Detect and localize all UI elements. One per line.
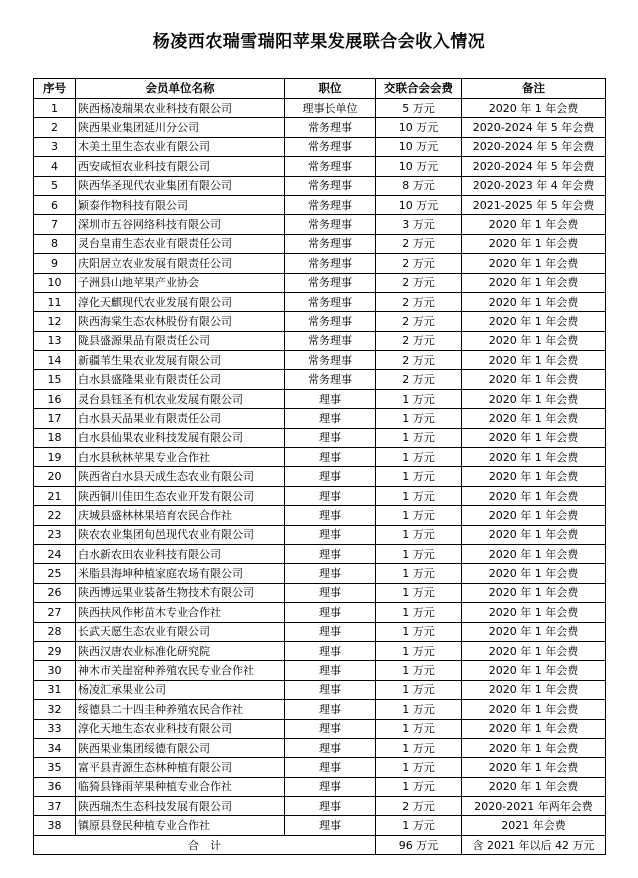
row-serial: 16 bbox=[34, 389, 76, 408]
table-row bbox=[34, 700, 606, 719]
row-fee: 2 万元 bbox=[376, 312, 462, 331]
row-fee: 1 万元 bbox=[376, 544, 462, 563]
row-remarks: 2020-2023 年 4 年会费 bbox=[462, 176, 606, 195]
row-position: 常务理事 bbox=[285, 176, 376, 195]
row-position: 理事 bbox=[285, 525, 376, 544]
total-label: 合 计 bbox=[34, 835, 376, 854]
row-fee: 1 万元 bbox=[376, 661, 462, 680]
row-serial: 31 bbox=[34, 680, 76, 699]
row-fee: 1 万元 bbox=[376, 680, 462, 699]
row-position: 常务理事 bbox=[285, 234, 376, 253]
row-serial: 34 bbox=[34, 738, 76, 757]
row-remarks: 2020-2024 年 5 年会费 bbox=[462, 118, 606, 137]
table-row bbox=[34, 312, 606, 331]
table-row bbox=[34, 486, 606, 505]
row-member-unit: 白水县天品果业有限责任公司 bbox=[76, 409, 285, 428]
row-remarks: 2020 年 1 年会费 bbox=[462, 661, 606, 680]
row-position: 理事 bbox=[285, 680, 376, 699]
row-fee: 1 万元 bbox=[376, 719, 462, 738]
row-fee: 1 万元 bbox=[376, 389, 462, 408]
row-position: 常务理事 bbox=[285, 292, 376, 311]
row-serial: 17 bbox=[34, 409, 76, 428]
table-row bbox=[34, 738, 606, 757]
row-remarks: 2020 年 1 年会费 bbox=[462, 312, 606, 331]
row-position: 理事 bbox=[285, 506, 376, 525]
total-fee: 96 万元 bbox=[376, 835, 462, 854]
table-row bbox=[34, 292, 606, 311]
row-serial: 8 bbox=[34, 234, 76, 253]
row-position: 理事 bbox=[285, 564, 376, 583]
row-serial: 12 bbox=[34, 312, 76, 331]
row-position: 理事 bbox=[285, 603, 376, 622]
row-remarks: 2020 年 1 年会费 bbox=[462, 292, 606, 311]
row-remarks: 2020 年 1 年会费 bbox=[462, 215, 606, 234]
row-member-unit: 陕西博远果业装备生物技术有限公司 bbox=[76, 583, 285, 602]
row-member-unit: 陕西铜川佳田生态农业开发有限公司 bbox=[76, 486, 285, 505]
row-fee: 1 万元 bbox=[376, 428, 462, 447]
row-position: 理事 bbox=[285, 719, 376, 738]
row-serial: 1 bbox=[34, 99, 76, 118]
row-member-unit: 灵台皇甫生态农业有限责任公司 bbox=[76, 234, 285, 253]
row-member-unit: 临猗县锋雨苹果种植专业合作社 bbox=[76, 777, 285, 796]
row-fee: 1 万元 bbox=[376, 622, 462, 641]
table-row bbox=[34, 195, 606, 214]
row-member-unit: 淳化天麒现代农业发展有限公司 bbox=[76, 292, 285, 311]
row-fee: 1 万元 bbox=[376, 409, 462, 428]
table-row bbox=[34, 506, 606, 525]
table-row bbox=[34, 797, 606, 816]
row-remarks: 2021 年会费 bbox=[462, 816, 606, 835]
row-member-unit: 灵台县钰圣有机农业发展有限公司 bbox=[76, 389, 285, 408]
row-remarks: 2020 年 1 年会费 bbox=[462, 583, 606, 602]
row-position: 理事 bbox=[285, 428, 376, 447]
row-serial: 14 bbox=[34, 351, 76, 370]
row-position: 理事 bbox=[285, 797, 376, 816]
total-row bbox=[34, 835, 606, 854]
row-serial: 37 bbox=[34, 797, 76, 816]
total-note: 含 2021 年以后 42 万元 bbox=[462, 835, 606, 854]
table-row bbox=[34, 564, 606, 583]
row-serial: 29 bbox=[34, 641, 76, 660]
row-position: 常务理事 bbox=[285, 215, 376, 234]
row-fee: 1 万元 bbox=[376, 700, 462, 719]
row-position: 理事 bbox=[285, 389, 376, 408]
row-member-unit: 长武天愿生态农业有限公司 bbox=[76, 622, 285, 641]
row-fee: 2 万元 bbox=[376, 234, 462, 253]
row-position: 常务理事 bbox=[285, 254, 376, 273]
row-remarks: 2020 年 1 年会费 bbox=[462, 331, 606, 350]
row-fee: 10 万元 bbox=[376, 157, 462, 176]
row-fee: 10 万元 bbox=[376, 195, 462, 214]
row-position: 理事 bbox=[285, 622, 376, 641]
row-position: 理事 bbox=[285, 816, 376, 835]
row-serial: 27 bbox=[34, 603, 76, 622]
row-member-unit: 镇原县登民种植专业合作社 bbox=[76, 816, 285, 835]
row-serial: 10 bbox=[34, 273, 76, 292]
row-serial: 7 bbox=[34, 215, 76, 234]
row-serial: 3 bbox=[34, 137, 76, 156]
membership-fee-table bbox=[33, 78, 606, 855]
row-serial: 15 bbox=[34, 370, 76, 389]
row-remarks: 2020 年 1 年会费 bbox=[462, 99, 606, 118]
table-row bbox=[34, 215, 606, 234]
row-fee: 2 万元 bbox=[376, 370, 462, 389]
row-serial: 4 bbox=[34, 157, 76, 176]
row-member-unit: 陕西汉唐农业标准化研究院 bbox=[76, 641, 285, 660]
row-remarks: 2020 年 1 年会费 bbox=[462, 777, 606, 796]
table-row bbox=[34, 583, 606, 602]
header-fee: 交联合会会费 bbox=[376, 79, 462, 99]
row-member-unit: 陕农农业集团旬邑现代农业有限公司 bbox=[76, 525, 285, 544]
row-remarks: 2020 年 1 年会费 bbox=[462, 641, 606, 660]
row-member-unit: 杨凌汇承果业公司 bbox=[76, 680, 285, 699]
row-position: 常务理事 bbox=[285, 273, 376, 292]
row-remarks: 2020 年 1 年会费 bbox=[462, 564, 606, 583]
row-position: 理事 bbox=[285, 486, 376, 505]
row-remarks: 2021-2025 年 5 年会费 bbox=[462, 195, 606, 214]
row-serial: 6 bbox=[34, 195, 76, 214]
row-remarks: 2020 年 1 年会费 bbox=[462, 234, 606, 253]
row-fee: 8 万元 bbox=[376, 176, 462, 195]
row-remarks: 2020 年 1 年会费 bbox=[462, 544, 606, 563]
table-row bbox=[34, 389, 606, 408]
row-position: 理事 bbox=[285, 409, 376, 428]
row-member-unit: 白水县盛隆果业有限责任公司 bbox=[76, 370, 285, 389]
row-fee: 1 万元 bbox=[376, 738, 462, 757]
row-position: 常务理事 bbox=[285, 118, 376, 137]
row-position: 理事 bbox=[285, 583, 376, 602]
row-position: 理事 bbox=[285, 467, 376, 486]
row-remarks: 2020 年 1 年会费 bbox=[462, 370, 606, 389]
row-fee: 2 万元 bbox=[376, 797, 462, 816]
row-remarks: 2020 年 1 年会费 bbox=[462, 680, 606, 699]
row-member-unit: 神木市关崖窑种养殖农民专业合作社 bbox=[76, 661, 285, 680]
header-remarks: 备注 bbox=[462, 79, 606, 99]
row-member-unit: 陕西果业集团延川分公司 bbox=[76, 118, 285, 137]
row-fee: 1 万元 bbox=[376, 758, 462, 777]
row-remarks: 2020-2021 年两年会费 bbox=[462, 797, 606, 816]
table-row bbox=[34, 137, 606, 156]
row-member-unit: 颖泰作物科技有限公司 bbox=[76, 195, 285, 214]
table-row bbox=[34, 525, 606, 544]
row-serial: 38 bbox=[34, 816, 76, 835]
row-member-unit: 陕西瑞杰生态科技发展有限公司 bbox=[76, 797, 285, 816]
row-position: 常务理事 bbox=[285, 137, 376, 156]
row-serial: 25 bbox=[34, 564, 76, 583]
row-fee: 2 万元 bbox=[376, 292, 462, 311]
row-serial: 5 bbox=[34, 176, 76, 195]
row-position: 常务理事 bbox=[285, 351, 376, 370]
row-serial: 21 bbox=[34, 486, 76, 505]
row-remarks: 2020 年 1 年会费 bbox=[462, 273, 606, 292]
row-member-unit: 绥德县二十四圭种养殖农民合作社 bbox=[76, 700, 285, 719]
row-fee: 2 万元 bbox=[376, 254, 462, 273]
table-row bbox=[34, 719, 606, 738]
row-fee: 1 万元 bbox=[376, 641, 462, 660]
row-remarks: 2020 年 1 年会费 bbox=[462, 467, 606, 486]
row-remarks: 2020 年 1 年会费 bbox=[462, 719, 606, 738]
table-row bbox=[34, 118, 606, 137]
row-serial: 24 bbox=[34, 544, 76, 563]
row-member-unit: 白水县秋林苹果专业合作社 bbox=[76, 448, 285, 467]
table-row bbox=[34, 99, 606, 118]
table-body bbox=[34, 99, 606, 836]
header-serial: 序号 bbox=[34, 79, 76, 99]
table-row bbox=[34, 428, 606, 447]
row-remarks: 2020 年 1 年会费 bbox=[462, 622, 606, 641]
row-fee: 1 万元 bbox=[376, 506, 462, 525]
row-fee: 1 万元 bbox=[376, 564, 462, 583]
row-serial: 9 bbox=[34, 254, 76, 273]
row-position: 理事 bbox=[285, 661, 376, 680]
row-member-unit: 陕西省白水县天成生态农业有限公司 bbox=[76, 467, 285, 486]
row-member-unit: 淳化天地生态农业科技有限公司 bbox=[76, 719, 285, 738]
row-serial: 30 bbox=[34, 661, 76, 680]
table-row bbox=[34, 544, 606, 563]
row-serial: 26 bbox=[34, 583, 76, 602]
row-serial: 22 bbox=[34, 506, 76, 525]
row-position: 理事 bbox=[285, 777, 376, 796]
row-position: 常务理事 bbox=[285, 370, 376, 389]
row-fee: 2 万元 bbox=[376, 351, 462, 370]
row-fee: 1 万元 bbox=[376, 603, 462, 622]
row-serial: 32 bbox=[34, 700, 76, 719]
row-serial: 28 bbox=[34, 622, 76, 641]
table-row bbox=[34, 603, 606, 622]
row-position: 常务理事 bbox=[285, 195, 376, 214]
table-row bbox=[34, 661, 606, 680]
table-row bbox=[34, 467, 606, 486]
table-row bbox=[34, 448, 606, 467]
row-remarks: 2020 年 1 年会费 bbox=[462, 389, 606, 408]
table-row bbox=[34, 758, 606, 777]
row-remarks: 2020 年 1 年会费 bbox=[462, 254, 606, 273]
row-position: 理事 bbox=[285, 700, 376, 719]
row-member-unit: 富平县青源生态林种植有限公司 bbox=[76, 758, 285, 777]
row-remarks: 2020 年 1 年会费 bbox=[462, 409, 606, 428]
table-row bbox=[34, 234, 606, 253]
row-member-unit: 深圳市五谷网络科技有限公司 bbox=[76, 215, 285, 234]
row-fee: 1 万元 bbox=[376, 583, 462, 602]
row-fee: 1 万元 bbox=[376, 467, 462, 486]
row-remarks: 2020 年 1 年会费 bbox=[462, 428, 606, 447]
row-position: 理事 bbox=[285, 448, 376, 467]
table-row bbox=[34, 254, 606, 273]
row-member-unit: 白水县仙果农业科技发展有限公司 bbox=[76, 428, 285, 447]
row-remarks: 2020 年 1 年会费 bbox=[462, 738, 606, 757]
row-remarks: 2020 年 1 年会费 bbox=[462, 506, 606, 525]
row-serial: 36 bbox=[34, 777, 76, 796]
row-fee: 5 万元 bbox=[376, 99, 462, 118]
row-member-unit: 木美土里生态农业有限公司 bbox=[76, 137, 285, 156]
row-remarks: 2020-2024 年 5 年会费 bbox=[462, 157, 606, 176]
row-position: 理事长单位 bbox=[285, 99, 376, 118]
row-member-unit: 陕西扶风作彬苗木专业合作社 bbox=[76, 603, 285, 622]
row-position: 常务理事 bbox=[285, 312, 376, 331]
row-member-unit: 白水新农田农业科技有限公司 bbox=[76, 544, 285, 563]
row-fee: 2 万元 bbox=[376, 331, 462, 350]
row-position: 理事 bbox=[285, 544, 376, 563]
row-fee: 1 万元 bbox=[376, 777, 462, 796]
row-remarks: 2020 年 1 年会费 bbox=[462, 525, 606, 544]
row-fee: 1 万元 bbox=[376, 486, 462, 505]
row-serial: 35 bbox=[34, 758, 76, 777]
row-member-unit: 子洲县山地苹果产业协会 bbox=[76, 273, 285, 292]
header-position: 职位 bbox=[285, 79, 376, 99]
row-fee: 1 万元 bbox=[376, 816, 462, 835]
row-serial: 13 bbox=[34, 331, 76, 350]
table-row bbox=[34, 331, 606, 350]
table-row bbox=[34, 157, 606, 176]
row-member-unit: 陕西海棠生态农林股份有限公司 bbox=[76, 312, 285, 331]
row-serial: 11 bbox=[34, 292, 76, 311]
table-row bbox=[34, 176, 606, 195]
row-serial: 18 bbox=[34, 428, 76, 447]
page-title: 杨凌西农瑞雪瑞阳苹果发展联合会收入情况 bbox=[152, 32, 486, 52]
row-serial: 19 bbox=[34, 448, 76, 467]
row-remarks: 2020 年 1 年会费 bbox=[462, 448, 606, 467]
row-fee: 10 万元 bbox=[376, 118, 462, 137]
row-serial: 23 bbox=[34, 525, 76, 544]
row-fee: 1 万元 bbox=[376, 448, 462, 467]
row-remarks: 2020 年 1 年会费 bbox=[462, 486, 606, 505]
row-position: 理事 bbox=[285, 738, 376, 757]
row-remarks: 2020-2024 年 5 年会费 bbox=[462, 137, 606, 156]
table-row bbox=[34, 641, 606, 660]
header-member-unit: 会员单位名称 bbox=[76, 79, 285, 99]
row-serial: 20 bbox=[34, 467, 76, 486]
row-member-unit: 陕西杨凌瑞果农业科技有限公司 bbox=[76, 99, 285, 118]
row-remarks: 2020 年 1 年会费 bbox=[462, 603, 606, 622]
table-row bbox=[34, 370, 606, 389]
row-remarks: 2020 年 1 年会费 bbox=[462, 351, 606, 370]
row-remarks: 2020 年 1 年会费 bbox=[462, 758, 606, 777]
table-row bbox=[34, 622, 606, 641]
table-row bbox=[34, 409, 606, 428]
table-row bbox=[34, 680, 606, 699]
row-member-unit: 陕西华圣现代农业集团有限公司 bbox=[76, 176, 285, 195]
row-fee: 2 万元 bbox=[376, 273, 462, 292]
table-row bbox=[34, 273, 606, 292]
row-fee: 1 万元 bbox=[376, 525, 462, 544]
table-row bbox=[34, 351, 606, 370]
row-position: 常务理事 bbox=[285, 157, 376, 176]
row-position: 理事 bbox=[285, 641, 376, 660]
row-position: 理事 bbox=[285, 758, 376, 777]
row-remarks: 2020 年 1 年会费 bbox=[462, 700, 606, 719]
row-serial: 2 bbox=[34, 118, 76, 137]
row-member-unit: 庆城县盛林林果培育农民合作社 bbox=[76, 506, 285, 525]
row-member-unit: 新疆苇生果农业发展有限公司 bbox=[76, 351, 285, 370]
row-member-unit: 西安咸恒农业科技有限公司 bbox=[76, 157, 285, 176]
row-serial: 33 bbox=[34, 719, 76, 738]
row-member-unit: 庆阳居立农业发展有限责任公司 bbox=[76, 254, 285, 273]
table-row bbox=[34, 777, 606, 796]
table-header-row bbox=[34, 79, 606, 99]
row-fee: 10 万元 bbox=[376, 137, 462, 156]
table-row bbox=[34, 816, 606, 835]
row-member-unit: 陕西果业集团绥德有限公司 bbox=[76, 738, 285, 757]
row-position: 常务理事 bbox=[285, 331, 376, 350]
row-member-unit: 陇县盛源果品有限责任公司 bbox=[76, 331, 285, 350]
row-fee: 3 万元 bbox=[376, 215, 462, 234]
row-member-unit: 米脂县海坤种植家庭农场有限公司 bbox=[76, 564, 285, 583]
